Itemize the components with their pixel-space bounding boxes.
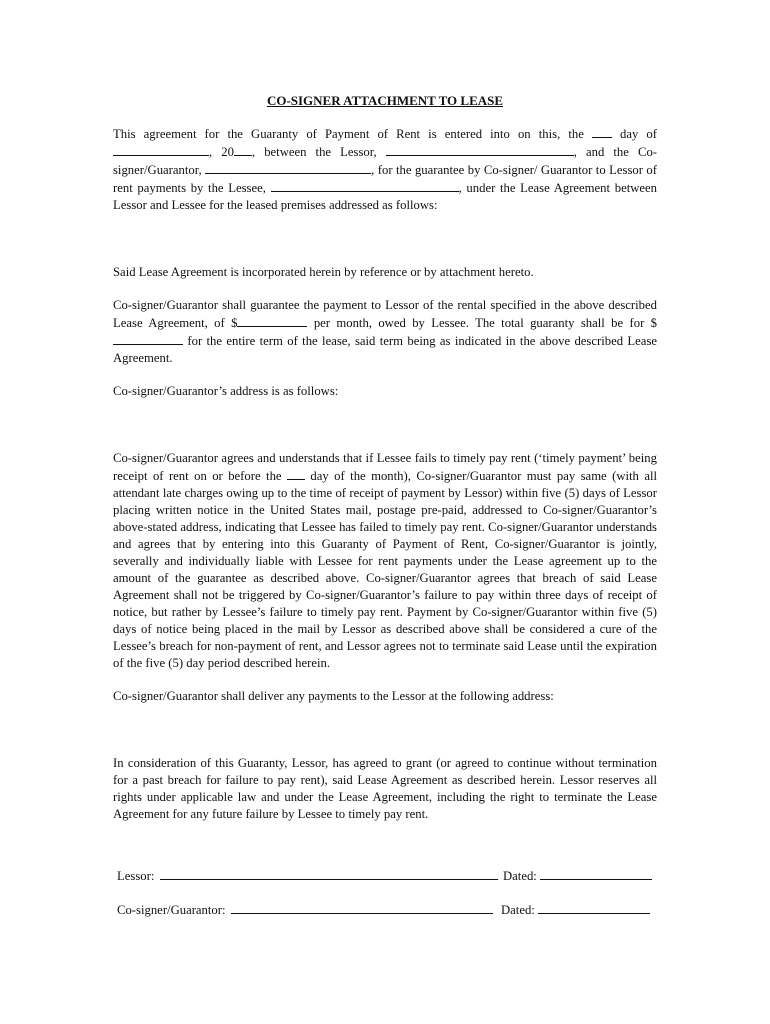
agreement-text-5: , and the Co-signer/Guarantor, [113,145,658,177]
guarantee-text-2: per month, owed by Lessee. The total guaranty shall be for $ [313,316,658,330]
guarantor-dated [501,901,650,919]
day-blank[interactable] [592,125,612,138]
lessor-signature-line[interactable] [160,867,498,880]
year-blank[interactable] [234,143,252,156]
agreement-text-6: , for the guarantee by Co-signer/ Guarantor to Lessor of rent payments by the Lessee, [113,163,658,195]
agreement-text-3: , 20 [209,145,234,159]
address-paragraph: Co-signer/Guarantor’s address is as follows: [113,384,339,398]
total-guaranty-blank[interactable] [113,332,183,345]
lessor-label: Lessor: [117,869,155,883]
guarantee-text-1: Co-signer/Guarantor shall guarantee the payment to Lessor of the rental specified in the above described Lease Agreement, of $ [113,298,657,330]
guarantor-label: Co-signer/Guarantor: [117,903,226,917]
monthly-rent-blank[interactable] [237,314,307,327]
agreement-paragraph [113,125,657,214]
guarantee-text-3: for the entire term of the lease, said term being as indicated in the above described Lease Agreement. [113,334,658,365]
guarantor-name-blank[interactable] [205,161,371,174]
agreement-text-2: day of [620,127,658,141]
payment-address-paragraph: Co-signer/Guarantor shall deliver any payments to the Lessor at the following address: [113,689,554,703]
lessor-date-line[interactable] [540,867,652,880]
obligations-paragraph [113,450,657,672]
guarantor-date-line[interactable] [538,901,650,914]
agreement-text-1: This agreement for the Guaranty of Payment of Rent is entered into on this, the [113,127,584,141]
lessor-name-blank[interactable] [386,143,574,156]
guarantor-signature-row [117,901,657,919]
lessor-dated [503,867,652,885]
guarantee-paragraph [113,297,657,367]
guarantor-signature-line[interactable] [231,901,493,914]
obligations-text-1: Co-signer/Guarantor agrees and understands that if Lessee fails to timely pay rent (‘timely payment’ being receipt of rent on or before the [113,451,657,483]
agreement-text-7: , under the Lease Agreement between Lessor and Lessee for the leased premises addressed as follows: [113,181,657,212]
obligations-text-2: day of the month), Co-signer/Guarantor must pay same (with all attendant late charges owing up to the time of receipt of payment by Lessor) within five (5) days of Lessor placing written notice in the United States mail, postage pre-paid, addressed to Co-signer/Guarantor’s above-stated address, indicating that Lessee has failed to timely pay rent. Co-signer/Guarantor understands and agrees that by entering into this Guaranty of Payment of Rent, Co-signer/Guarantor is jointly, severally and individually liable with Lessee for rent payments under the Lease agreement up to the amount of the guarantee as described above. Co-signer/Guarantor agrees that breach of said Lease Agreement shall not be triggered by Co-signer/Guarantor’s failure to pay within three days of receipt of notice, but rather by Lessee’s failure to timely pay rent. Payment by Co-signer/Guarantor within five (5) days of notice being placed in the mail by Lessor as described above shall be considered a cure of the Lessee’s breach for non-payment of rent, and Lessor agrees not to terminate said Lease until the expiration of the five (5) day period described herein. [113,469,658,670]
lease-document [113,92,657,823]
guarantor-dated-label: Dated: [501,903,535,917]
lessor-signature-row [117,867,657,885]
month-blank[interactable] [113,143,209,156]
agreement-text-4: , between the Lessor, [251,145,377,159]
consideration-paragraph: In consideration of this Guaranty, Lessor, has agreed to grant (or agreed to continue without termination for a past breach for failure to pay rent), said Lease Agreement as described herein. Lessor reserves all rights under applicable law and under the Lease Agreement, including the right to terminate the Lease Agreement for any future failure by Lessee to timely pay rent. [113,756,657,821]
incorporation-paragraph: Said Lease Agreement is incorporated herein by reference or by attachment hereto. [113,265,534,279]
document-title: CO-SIGNER ATTACHMENT TO LEASE [266,93,504,108]
lessor-dated-label: Dated: [503,869,537,883]
due-day-blank[interactable] [287,467,305,480]
lessee-name-blank[interactable] [271,179,459,192]
